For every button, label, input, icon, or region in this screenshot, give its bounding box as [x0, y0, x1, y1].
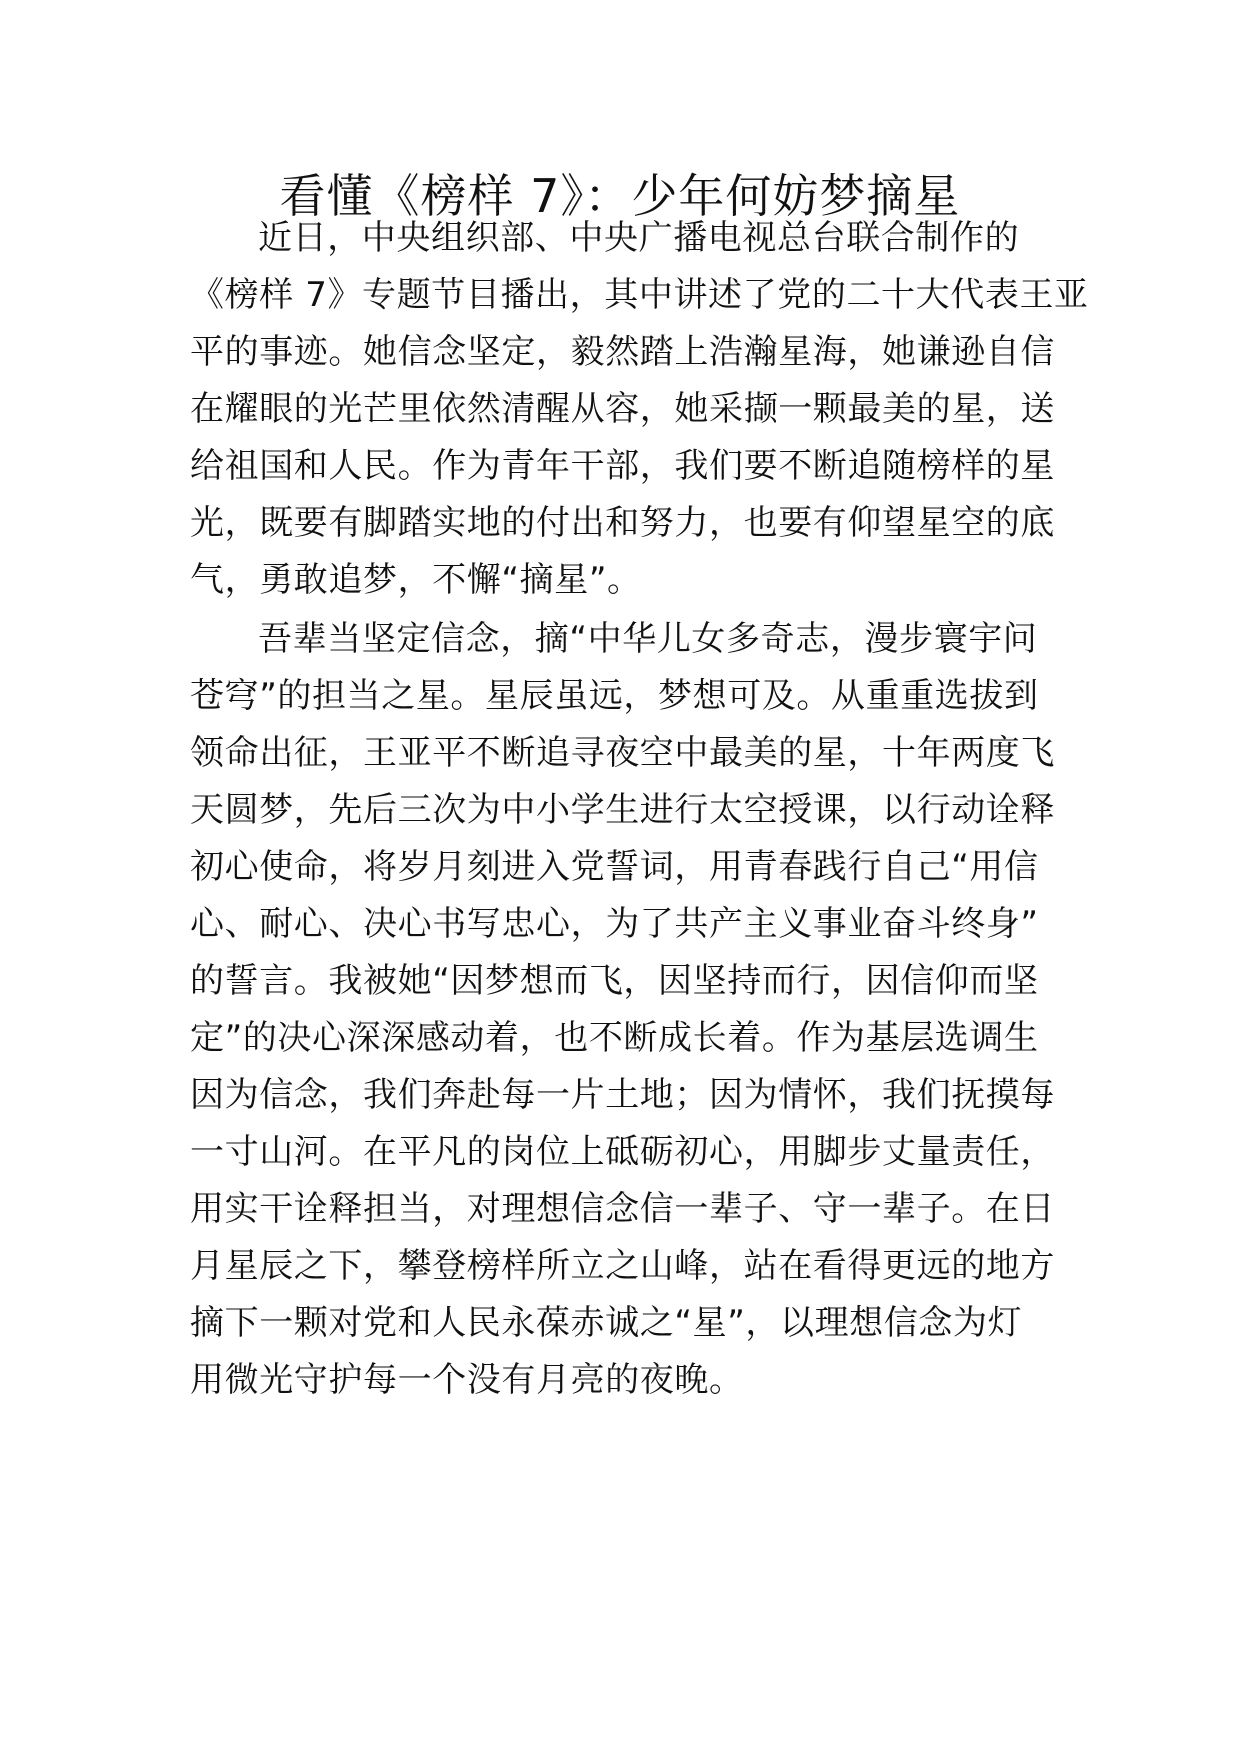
paragraph-2-line-11: 用实干诠释担当，对理想信念信一辈子、守一辈子。在日 — [190, 1189, 1055, 1229]
paragraph-2-line-14: 用微光守护每一个没有月亮的夜晚。 — [190, 1360, 744, 1400]
paragraph-2-line-12: 月星辰之下，攀登榜样所立之山峰，站在看得更远的地方 — [190, 1246, 1055, 1286]
paragraph-1-line-2: 《榜样 7》专题节目播出，其中讲述了党的二十大代表王亚 — [190, 275, 1089, 315]
paragraph-1-line-6: 光，既要有脚踏实地的付出和努力，也要有仰望星空的底 — [190, 503, 1055, 543]
paragraph-1-line-4: 在耀眼的光芒里依然清醒从容，她采撷一颗最美的星，送 — [190, 389, 1055, 429]
paragraph-1-line-5: 给祖国和人民。作为青年干部，我们要不断追随榜样的星 — [190, 446, 1055, 486]
paragraph-2-line-5: 初心使命，将岁月刻进入党誓词，用青春践行自己“用信 — [190, 847, 1039, 887]
document-title: 看懂《榜样 7》：少年何妨梦摘星 — [279, 169, 961, 223]
paragraph-2-line-7: 的誓言。我被她“因梦想而飞，因坚持而行，因信仰而坚 — [190, 961, 1039, 1001]
paragraph-2-line-1: 吾辈当坚定信念，摘“中华儿女多奇志，漫步寰宇问 — [258, 619, 1038, 659]
paragraph-1-line-1: 近日，中央组织部、中央广播电视总台联合制作的 — [258, 218, 1020, 258]
paragraph-2-line-2: 苍穹”的担当之星。星辰虽远，梦想可及。从重重选拔到 — [190, 676, 1039, 716]
paragraph-1-line-3: 平的事迹。她信念坚定，毅然踏上浩瀚星海，她谦逊自信 — [190, 332, 1055, 372]
paragraph-1-line-7: 气，勇敢追梦，不懈“摘星”。 — [190, 560, 642, 600]
paragraph-2-line-4: 天圆梦，先后三次为中小学生进行太空授课，以行动诠释 — [190, 790, 1055, 830]
paragraph-2-line-6: 心、耐心、决心书写忠心，为了共产主义事业奋斗终身” — [190, 904, 1039, 944]
paragraph-2-line-8: 定”的决心深深感动着，也不断成长着。作为基层选调生 — [190, 1018, 1039, 1058]
paragraph-2-line-9: 因为信念，我们奔赴每一片土地；因为情怀，我们抚摸每 — [190, 1075, 1055, 1115]
paragraph-2-line-13: 摘下一颗对党和人民永葆赤诚之“星”，以理想信念为灯 — [190, 1303, 1023, 1343]
paragraph-2-line-3: 领命出征，王亚平不断追寻夜空中最美的星，十年两度飞 — [190, 733, 1055, 773]
paragraph-2-line-10: 一寸山河。在平凡的岗位上砥砺初心，用脚步丈量责任， — [190, 1132, 1055, 1172]
